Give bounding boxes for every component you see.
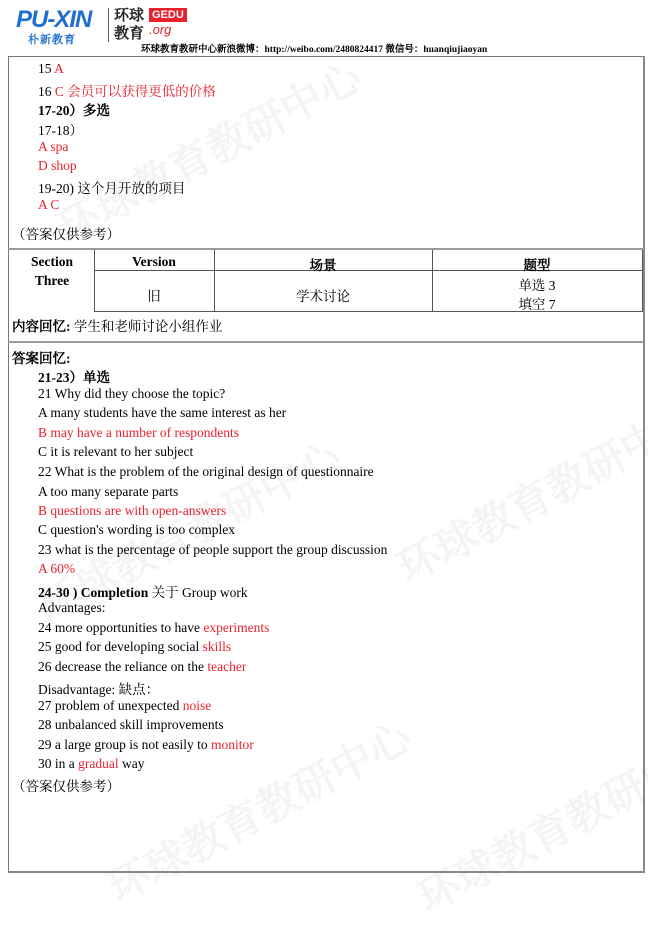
q24-answer: experiments bbox=[203, 620, 270, 635]
q21-a: A many students have the same interest as her bbox=[38, 405, 287, 420]
answer-shop: D shop bbox=[38, 158, 77, 173]
q21-c: C it is relevant to her subject bbox=[38, 444, 194, 459]
q27-text: 27 problem of unexpected bbox=[38, 698, 183, 713]
content-recall bbox=[12, 315, 222, 335]
q15-answer: A bbox=[54, 61, 64, 76]
q19-20-label: 19-20) 这个月开放的项目 bbox=[38, 181, 186, 196]
section-divider bbox=[8, 341, 644, 343]
cell-type-2: 填空 7 bbox=[518, 297, 556, 312]
q26-text: 26 decrease the reliance on the bbox=[38, 659, 208, 674]
q29-text: 29 a large group is not easily to bbox=[38, 737, 211, 752]
q17-18-label: 17-18） bbox=[38, 123, 83, 138]
reference-note: （答案仅供参考） bbox=[12, 227, 120, 242]
advantages-label: Advantages: bbox=[38, 600, 106, 615]
content-recall-label: 内容回忆: bbox=[12, 319, 71, 334]
puxin-logo-sub: 朴新教育 bbox=[28, 33, 76, 46]
q26-answer: teacher bbox=[207, 659, 247, 674]
q27-answer: noise bbox=[182, 698, 212, 713]
answer-spa: A spa bbox=[38, 139, 69, 154]
cell-type-1: 单选 3 bbox=[518, 278, 556, 293]
disadvantage-label: Disadvantage: 缺点： bbox=[38, 682, 160, 697]
q30-text: 30 in a bbox=[38, 756, 79, 771]
answers-note: （答案仅供参考） bbox=[12, 779, 120, 794]
header-scene: 场景 bbox=[309, 258, 337, 273]
gedu-logo-line1: 环球 bbox=[114, 6, 145, 24]
q23: 23 what is the percentage of people support the group discussion bbox=[38, 542, 388, 557]
q29 bbox=[38, 737, 254, 753]
q27 bbox=[38, 698, 211, 714]
q22: 22 What is the problem of the original design of questionnaire bbox=[38, 464, 374, 479]
q21-b: B may have a number of respondents bbox=[38, 425, 239, 440]
answer-ac: A C bbox=[38, 197, 60, 212]
section-label-1: Section bbox=[31, 254, 73, 269]
q29-answer: monitor bbox=[210, 737, 254, 752]
gedu-org: .org bbox=[149, 22, 172, 37]
q16-label: 16 bbox=[38, 84, 55, 99]
q28: 28 unbalanced skill improvements bbox=[38, 717, 224, 732]
q22-c: C question's wording is too complex bbox=[38, 522, 236, 537]
table-col-divider bbox=[642, 250, 643, 312]
page-header bbox=[0, 0, 648, 58]
logo-divider bbox=[108, 8, 109, 42]
q16-line bbox=[38, 80, 216, 100]
content-recall-text: 学生和老师讨论小组作业 bbox=[70, 319, 223, 334]
q17-20-title: 17-20）多选 bbox=[38, 103, 110, 118]
q21: 21 Why did they choose the topic? bbox=[38, 386, 226, 401]
title-24-30 bbox=[38, 581, 248, 601]
section-label-2: Three bbox=[34, 273, 70, 288]
gedu-logo bbox=[114, 6, 144, 42]
weibo-info: 环球教育教研中心新浪微博：http://weibo.com/2480824417 微信号：huanqiujiaoyan bbox=[141, 45, 488, 55]
title-21-23: 21-23）单选 bbox=[38, 370, 110, 385]
q16-answer: C 会员可以获得更低的价格 bbox=[54, 84, 216, 99]
q24 bbox=[38, 620, 269, 636]
q26 bbox=[38, 659, 246, 675]
q15-line bbox=[38, 61, 64, 77]
q22-b: B questions are with open-answers bbox=[38, 503, 227, 518]
answers-label: 答案回忆: bbox=[12, 351, 71, 366]
header-type: 题型 bbox=[523, 258, 551, 273]
title-24-30-tail: 关于 Group work bbox=[148, 585, 248, 600]
q30 bbox=[38, 756, 144, 772]
header-version: Version bbox=[132, 254, 176, 269]
q23-a: A 60% bbox=[38, 561, 76, 576]
q22-a: A too many separate parts bbox=[38, 484, 179, 499]
gedu-badge: GEDU bbox=[149, 8, 187, 22]
gedu-logo-line2: 教育 bbox=[114, 24, 145, 42]
cell-scene: 学术讨论 bbox=[296, 289, 350, 304]
q25-text: 25 good for developing social bbox=[38, 639, 203, 654]
title-24-30-main: 24-30 ) Completion bbox=[38, 585, 149, 600]
q25-answer: skills bbox=[202, 639, 232, 654]
q30-tail: way bbox=[118, 756, 145, 771]
q30-answer: gradual bbox=[78, 756, 119, 771]
q24-text: 24 more opportunities to have bbox=[38, 620, 204, 635]
q15-label: 15 bbox=[38, 61, 55, 76]
cell-version: 旧 bbox=[147, 289, 161, 304]
q25 bbox=[38, 639, 231, 655]
table-top-border bbox=[8, 248, 644, 250]
puxin-logo: PU-XIN bbox=[16, 6, 92, 33]
